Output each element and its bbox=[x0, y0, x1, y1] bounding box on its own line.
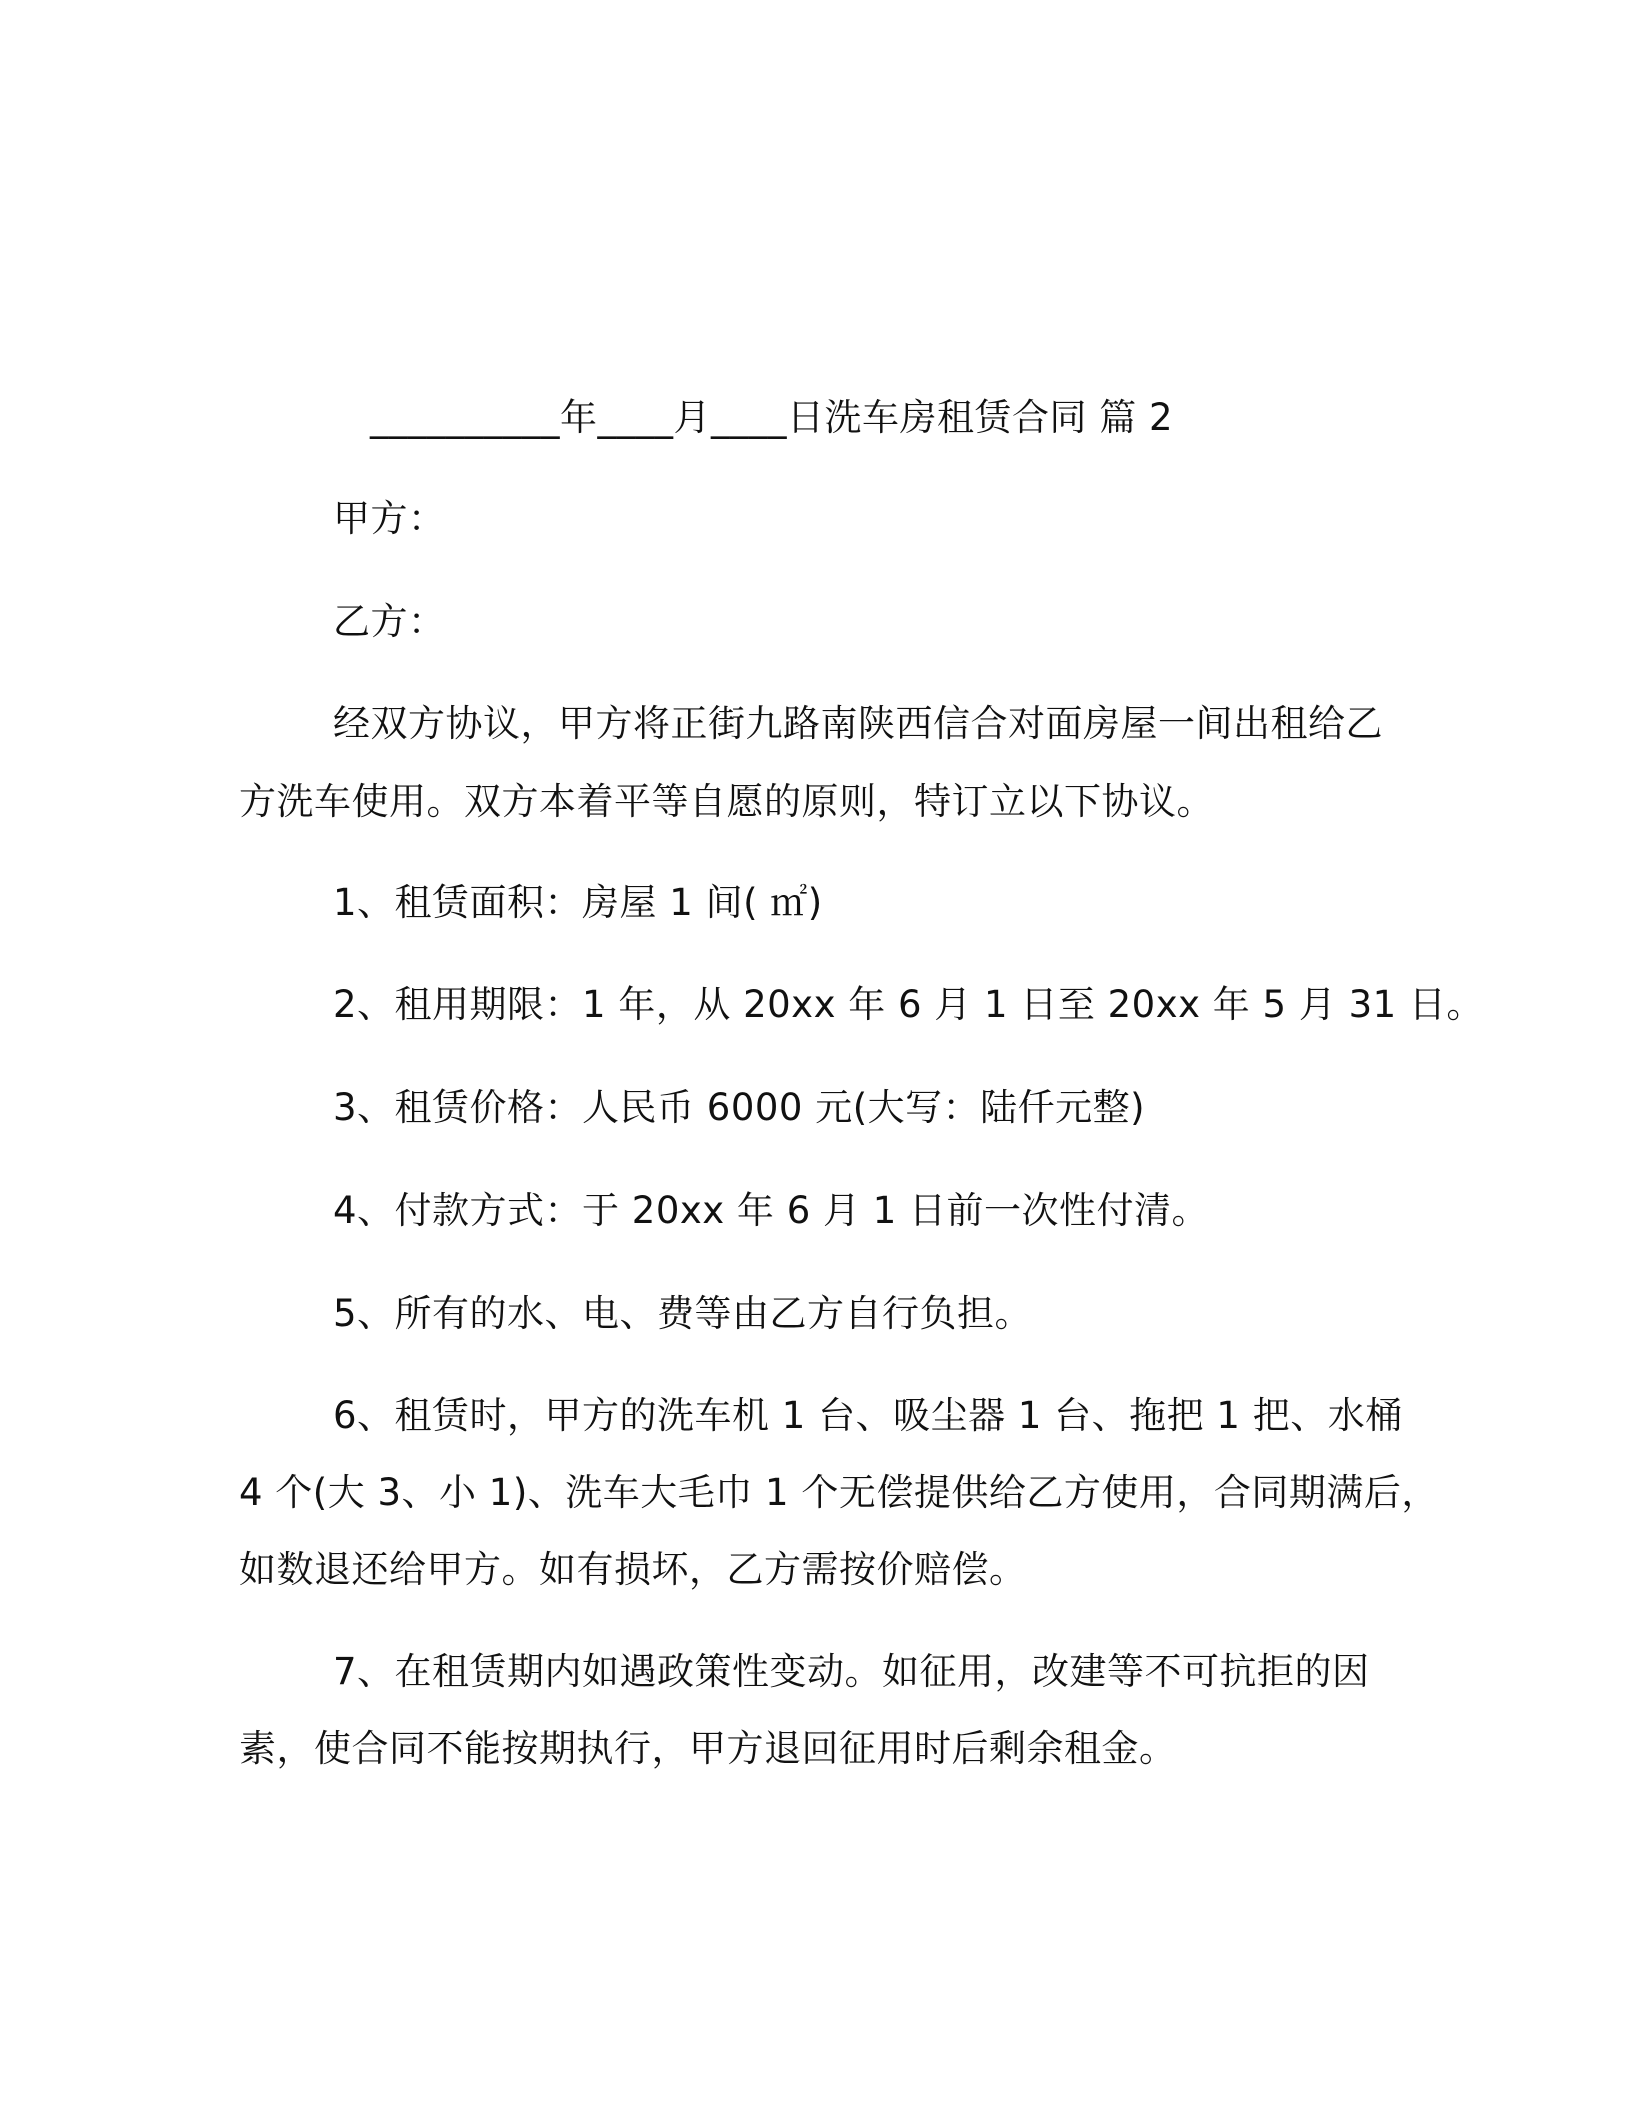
clause-4: 4、付款方式：于 20xx 年 6 月 1 日前一次性付清。 bbox=[333, 1189, 1210, 1232]
clause-1: 1、租赁面积：房屋 1 间( ㎡) bbox=[333, 881, 823, 924]
clause-6-line-2: 4 个(大 3、小 1)、洗车大毛巾 1 个无偿提供给乙方使用，合同期满后， bbox=[239, 1471, 1439, 1514]
clause-5: 5、所有的水、电、费等由乙方自行负担。 bbox=[333, 1292, 1033, 1335]
clause-6-line-3: 如数退还给甲方。如有损坏，乙方需按价赔偿。 bbox=[239, 1548, 1027, 1591]
intro-line-1: 经双方协议，甲方将正街九路南陕西信合对面房屋一间出租给乙 bbox=[333, 702, 1383, 745]
intro-line-2: 方洗车使用。双方本着平等自愿的原则，特订立以下协议。 bbox=[239, 780, 1214, 823]
clause-2: 2、租用期限：1 年，从 20xx 年 6 月 1 日至 20xx 年 5 月 31 日。 bbox=[333, 983, 1484, 1026]
clause-7-line-2: 素，使合同不能按期执行，甲方退回征用时后剩余租金。 bbox=[239, 1727, 1177, 1770]
clause-6-line-1: 6、租赁时，甲方的洗车机 1 台、吸尘器 1 台、拖把 1 把、水桶 bbox=[333, 1394, 1403, 1437]
clause-3: 3、租赁价格：人民币 6000 元(大写：陆仟元整) bbox=[333, 1086, 1146, 1129]
party-b-label: 乙方： bbox=[333, 600, 446, 643]
clause-7-line-1: 7、在租赁期内如遇政策性变动。如征用，改建等不可抗拒的因 bbox=[333, 1650, 1370, 1693]
document-title: __________年____月____日洗车房租赁合同 篇 2 bbox=[370, 396, 1174, 439]
party-a-label: 甲方： bbox=[333, 497, 446, 540]
